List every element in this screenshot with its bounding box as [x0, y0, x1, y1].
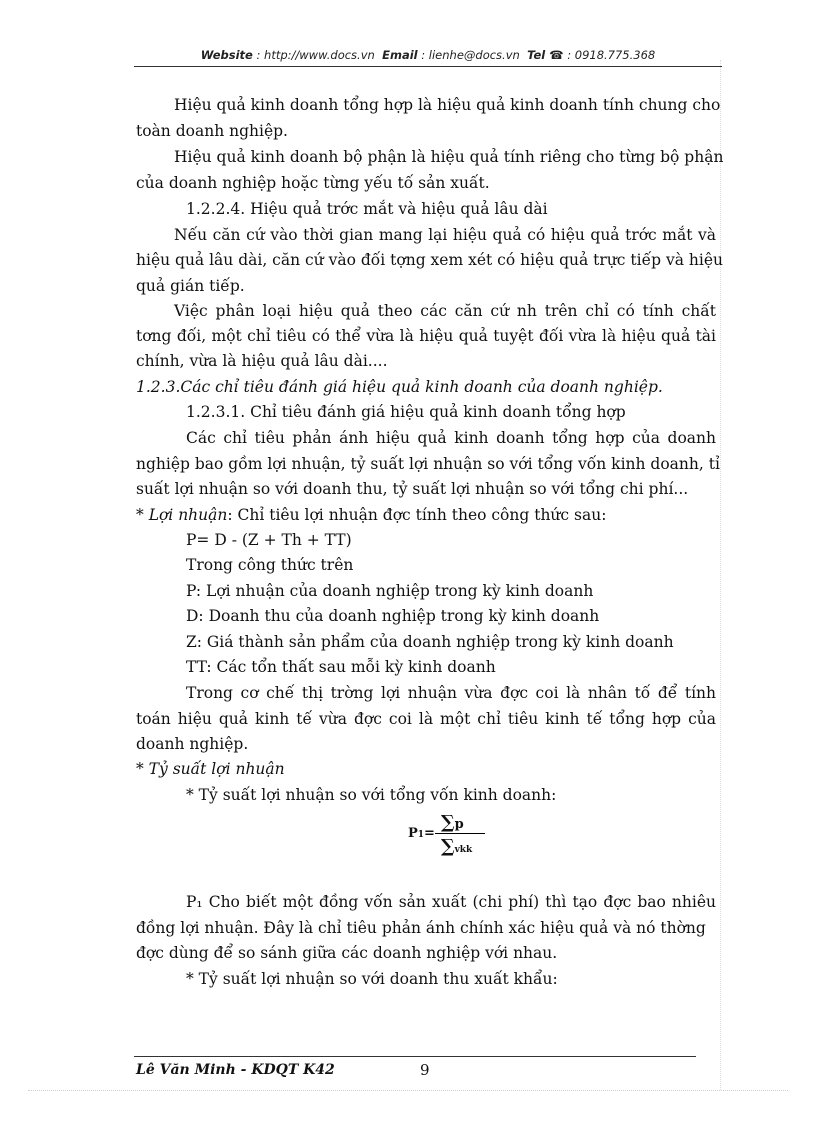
footer-divider [134, 1056, 696, 1057]
paragraph-line: Hiệu quả kinh doanh bộ phận là hiệu quả tính riêng cho từng bộ phận [174, 148, 724, 166]
paragraph-line: Việc phân loại hiệu quả theo các căn cứ nh trên chỉ có tính chất [174, 302, 716, 320]
paragraph-line: đợc dùng để so sánh giữa các doanh nghiệp với nhau. [136, 944, 558, 962]
paragraph-line: nghiệp bao gồm lợi nhuận, tỷ suất lợi nhuận so với tổng vốn kinh doanh, tỉ [136, 455, 720, 473]
email-value: : lienhe@docs.vn [421, 48, 520, 62]
paragraph-line: Trong cơ chế thị trờng lợi nhuận vừa đợc coi là nhân tố để tính [186, 684, 716, 702]
formula-lhs: P1= [408, 826, 435, 841]
variable-definition: D: Doanh thu của doanh nghiệp trong kỳ kinh doanh [186, 607, 600, 625]
variable-definition: TT: Các tổn thất sau mỗi kỳ kinh doanh [186, 658, 496, 676]
paragraph-line: toàn doanh nghiệp. [136, 122, 288, 140]
paragraph-line: quả gián tiếp. [136, 277, 245, 295]
bullet: * [136, 506, 149, 524]
fraction-bar [435, 833, 485, 834]
paragraph-line: hiệu quả lâu dài, căn cứ vào đối tợng xem xét có hiệu quả trực tiếp và hiệu [136, 251, 724, 269]
term-profit: Lợi nhuận [148, 506, 228, 524]
header-divider [134, 66, 722, 67]
paragraph-line: Nếu căn cứ vào thời gian mang lại hiệu quả có hiệu quả trớc mắt và [174, 226, 716, 244]
paragraph-line: suất lợi nhuận so với doanh thu, tỷ suất lợi nhuận so với tổng chi phí... [136, 480, 689, 498]
formula-denominator: ∑vkk [441, 836, 473, 857]
paragraph-line: của doanh nghiệp hoặc từng yếu tố sản xuất. [136, 174, 490, 192]
ratio-formula [408, 812, 488, 856]
variable-definition: P: Lợi nhuận của doanh nghiệp trong kỳ kinh doanh [186, 582, 594, 600]
section-heading: * Tỷ suất lợi nhuận [136, 760, 285, 778]
page-header [134, 48, 722, 62]
paragraph-line: Các chỉ tiêu phản ánh hiệu quả kinh doanh tổng hợp của doanh [186, 429, 716, 447]
paragraph-line: doanh nghiệp. [136, 735, 249, 753]
page-number: 9 [420, 1061, 430, 1079]
paragraph-line: Trong công thức trên [186, 556, 354, 574]
paragraph-line: * Tỷ suất lợi nhuận so với doanh thu xuất khẩu: [186, 970, 558, 988]
paragraph-line: Hiệu quả kinh doanh tổng hợp là hiệu quả kinh doanh tính chung cho [174, 96, 721, 114]
subsection-heading: 1.2.3.1. Chỉ tiêu đánh giá hiệu quả kinh doanh tổng hợp [186, 403, 626, 421]
margin-guide [720, 60, 721, 1090]
tel-label: Tel ☎ [527, 48, 564, 62]
email-label: Email [382, 48, 418, 62]
paragraph-line: * Tỷ suất lợi nhuận so với tổng vốn kinh doanh: [186, 786, 557, 804]
paragraph-line: toán hiệu quả kinh tế vừa đợc coi là một chỉ tiêu kinh tế tổng hợp của [136, 710, 716, 728]
tel-value: : 0918.775.368 [567, 48, 656, 62]
definition-text: : Chỉ tiêu lợi nhuận đợc tính theo công thức sau: [227, 506, 607, 524]
paragraph-line: đồng lợi nhuận. Đây là chỉ tiêu phản ánh chính xác hiệu quả và nó thờng [136, 919, 706, 937]
paragraph-line: P₁ Cho biết một đồng vốn sản xuất (chi phí) thì tạo đợc bao nhiêu [186, 893, 716, 911]
variable-definition: Z: Giá thành sản phẩm của doanh nghiệp trong kỳ kinh doanh [186, 633, 674, 651]
profit-formula: P= D - (Z + Th + TT) [186, 531, 352, 549]
formula-numerator: ∑p [441, 812, 464, 833]
website-value: : http://www.docs.vn [256, 48, 375, 62]
paragraph-line: tơng đối, một chỉ tiêu có thể vừa là hiệu quả tuyệt đối vừa là hiệu quả tài [136, 327, 716, 345]
footer-author: Lê Văn Minh - KDQT K42 [136, 1062, 335, 1078]
paragraph-line: chính, vừa là hiệu quả lâu dài.... [136, 352, 388, 370]
profit-definition [136, 505, 716, 525]
section-heading: 1.2.2.4. Hiệu quả trớc mắt và hiệu quả lâu dài [186, 200, 548, 218]
section-heading: 1.2.3.Các chỉ tiêu đánh giá hiệu quả kinh doanh của doanh nghiệp. [136, 378, 663, 396]
website-label: Website [200, 48, 253, 62]
page-edge [28, 1090, 788, 1091]
